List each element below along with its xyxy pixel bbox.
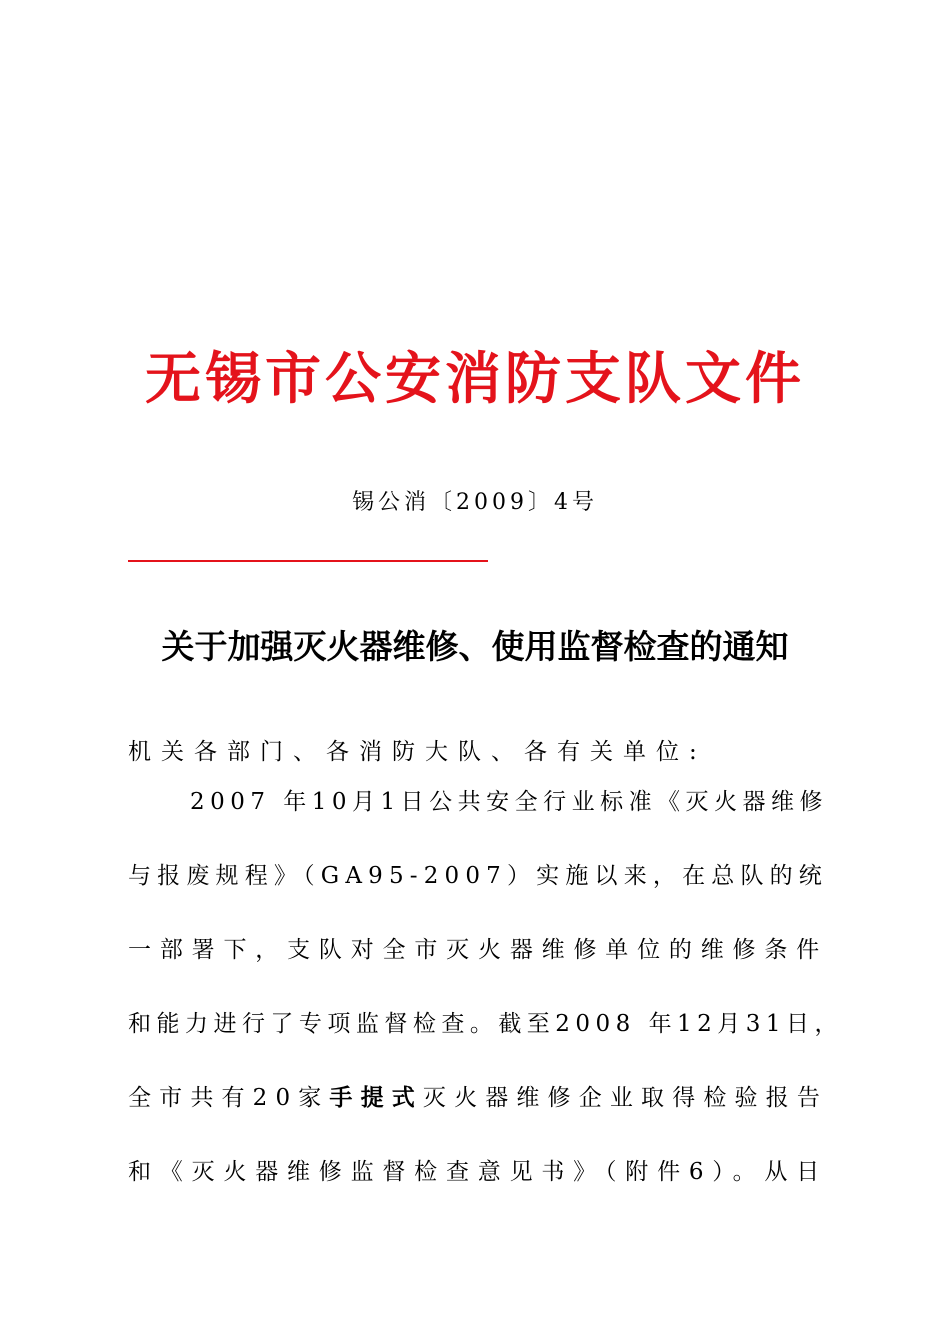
body-line-3	[128, 932, 828, 968]
body-line-4	[128, 1006, 843, 1042]
body-line-6-text: 和《灭火器维修监督检查意见书》（附件6）。从日	[128, 1159, 828, 1185]
body-line-5-part-c: 灭火器维修企业取得检验报告	[422, 1085, 829, 1111]
body-line-2-text: 与报废规程》（GA95-2007）实施以来，在总队的统	[128, 863, 828, 889]
body-line-1	[190, 784, 828, 820]
body-line-5	[128, 1080, 828, 1116]
document-number: 锡公消〔2009〕4号	[352, 490, 598, 515]
body-line-4-text: 和能力进行了专项监督检查。截至2008 年12月31日，	[128, 1011, 843, 1037]
body-line-3-text: 一部署下，支队对全市灭火器维修单位的维修条件	[128, 937, 828, 963]
body-line-6	[128, 1154, 828, 1190]
body-line-5-part-a: 全市共有20家	[128, 1085, 330, 1111]
salutation-text: 机关各部门、各消防大队、各有关单位:	[128, 739, 707, 765]
body-line-2	[128, 858, 828, 894]
issuer-header-title: 无锡市公安消防支队文件	[145, 347, 805, 412]
red-separator-line	[128, 560, 488, 562]
body-line-1-text: 2007 年10月1日公共安全行业标准《灭火器维修	[190, 789, 828, 815]
body-line-5-bold-term: 手提式	[329, 1085, 423, 1111]
salutation	[128, 734, 828, 770]
notice-title: 关于加强灭火器维修、使用监督检查的通知	[161, 627, 789, 666]
